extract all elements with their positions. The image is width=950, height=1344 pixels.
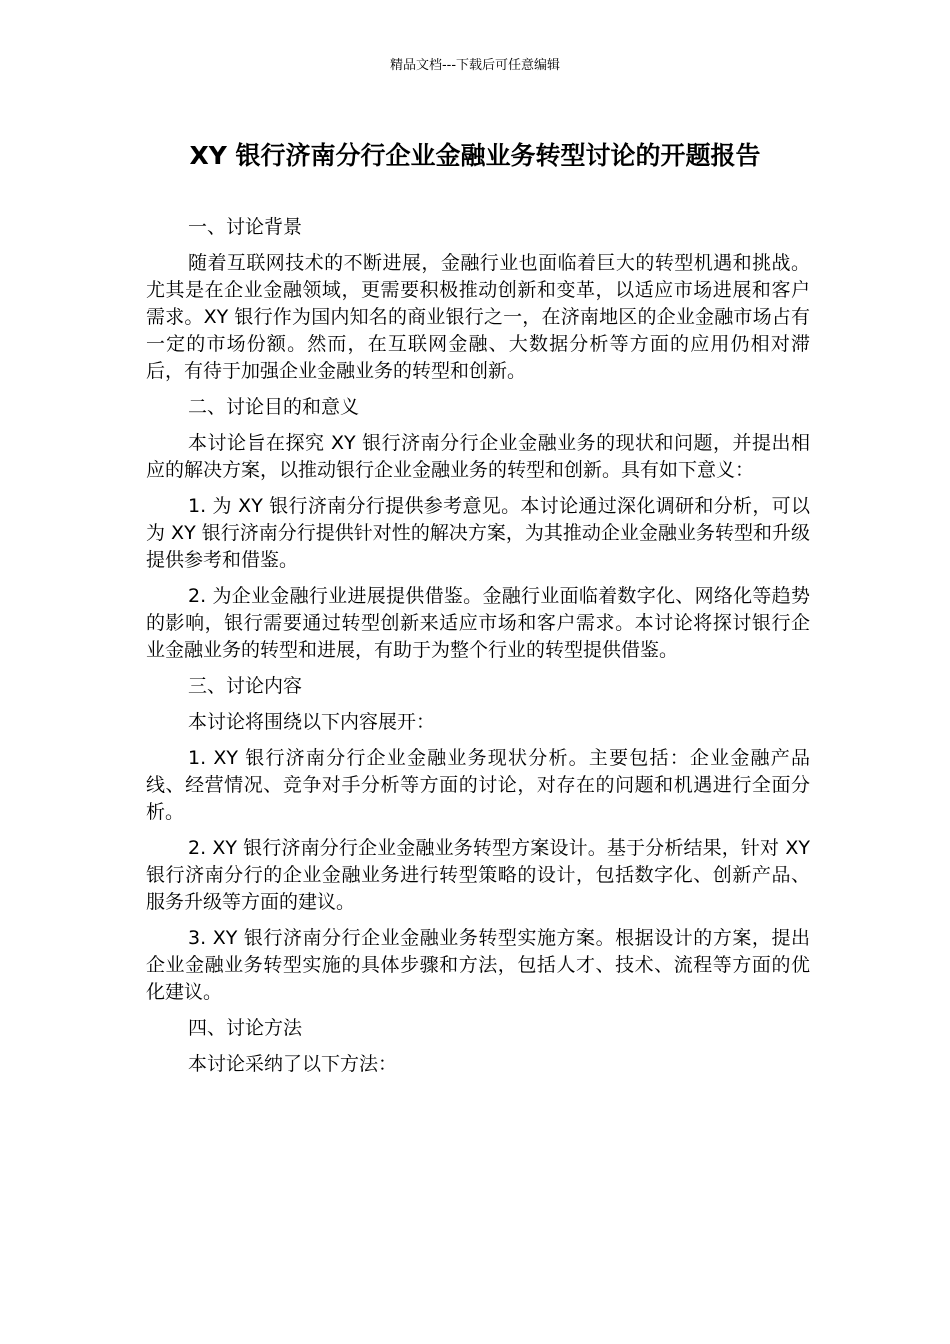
section-heading-method: 四、讨论方法 — [188, 1017, 303, 1039]
paragraph-content-item-2: 2. XY 银行济南分行企业金融业务转型方案设计。基于分析结果，针对 XY 银行济南分行的企业金融业务进行转型策略的设计，包括数字化、创新产品、服务升级等方面的建议。 — [146, 837, 810, 913]
document-title: XY 银行济南分行企业金融业务转型讨论的开题报告 — [189, 141, 761, 170]
section-heading-purpose: 二、讨论目的和意义 — [188, 396, 360, 418]
section-heading-content: 三、讨论内容 — [188, 675, 303, 697]
section-heading-background: 一、讨论背景 — [188, 216, 303, 238]
paragraph-purpose-item-1: 1. 为 XY 银行济南分行提供参考意见。本讨论通过深化调研和分析，可以为 XY 银行济南分行提供针对性的解决方案，为其推动企业金融业务转型和升级提供参考和借鉴。 — [146, 495, 810, 571]
document-body — [146, 214, 810, 1087]
page-header: 精品文档---下载后可任意编辑 — [389, 58, 561, 73]
paragraph-content-item-3: 3. XY 银行济南分行企业金融业务转型实施方案。根据设计的方案，提出企业金融业务转型实施的具体步骤和方法，包括人才、技术、流程等方面的优化建议。 — [146, 927, 810, 1003]
paragraph-content-item-1: 1. XY 银行济南分行企业金融业务现状分析。主要包括：企业金融产品线、经营情况、竞争对手分析等方面的讨论，对存在的问题和机遇进行全面分析。 — [146, 747, 810, 823]
paragraph-purpose-item-2: 2. 为企业金融行业进展提供借鉴。金融行业面临着数字化、网络化等趋势的影响，银行需要通过转型创新来适应市场和客户需求。本讨论将探讨银行企业金融业务的转型和进展，有助于为整个行业的转型提供借鉴。 — [146, 585, 810, 661]
paragraph-purpose: 本讨论旨在探究 XY 银行济南分行企业金融业务的现状和问题，并提出相应的解决方案，以推动银行企业金融业务的转型和创新。具有如下意义： — [146, 432, 810, 481]
paragraph-background: 随着互联网技术的不断进展，金融行业也面临着巨大的转型机遇和挑战。尤其是在企业金融领域，更需要积极推动创新和变革，以适应市场进展和客户需求。XY 银行作为国内知名的商业银行之一，在济南地区的企业金融市场占有一定的市场份额。然而，在互联网金融、大数据分析等方面的应用仍相对滞后，有待于加强企业金融业务的转型和创新。 — [146, 252, 810, 382]
paragraph-method-intro: 本讨论采纳了以下方法： — [188, 1053, 398, 1075]
paragraph-content-intro: 本讨论将围绕以下内容展开： — [188, 711, 436, 733]
